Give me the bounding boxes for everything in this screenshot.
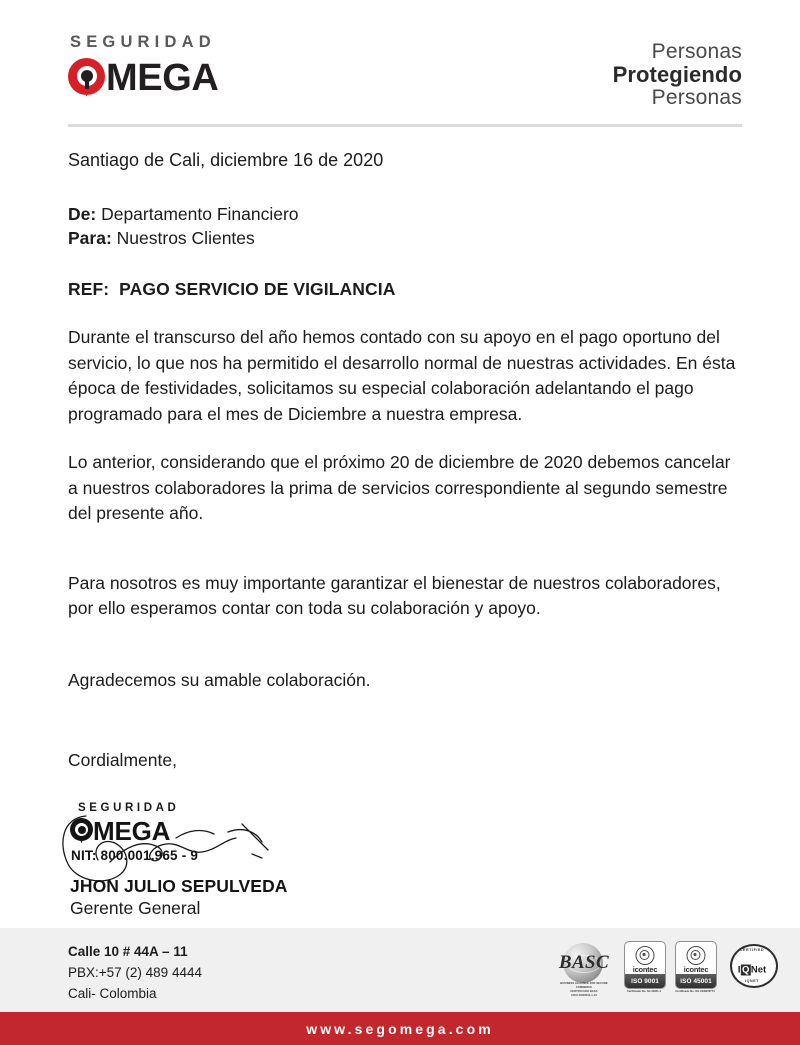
ref-value: PAGO SERVICIO DE VIGILANCIA <box>119 279 396 300</box>
address-line-3: Cali- Colombia <box>68 985 157 1001</box>
icontec-label: icontec <box>683 965 709 974</box>
tagline-line-1: Personas <box>651 40 742 63</box>
page-footer <box>0 928 800 1012</box>
certification-badges <box>553 941 778 999</box>
letter-paragraph-1: Durante el transcurso del año hemos contado con su apoyo en el pago oportuno del servicio, lo que nos ha permitido el desarrollo normal de nuestras actividades. En ésta época de festividades, solicitamos su especial colaboración adelantando el pago programado para el mes de Diciembre a nuestra empresa. <box>68 327 736 424</box>
website-bar <box>0 1012 800 1045</box>
iqnet-arc-bottom: IQNET <box>745 979 759 983</box>
letter-paragraph-4: Agradecemos su amable colaboración. <box>68 670 371 690</box>
letter-paragraph-3: Para nosotros es muy importante garantizar el bienestar de nuestros colaboradores, por ello esperamos contar con toda su colaboración y apoyo. <box>68 572 721 619</box>
iqnet-badge <box>726 941 778 999</box>
icontec-iso-9001-badge <box>624 941 666 999</box>
letter-date: Santiago de Cali, diciembre 16 de 2020 <box>68 150 384 170</box>
website-url[interactable]: www.segomega.com <box>306 1020 494 1037</box>
brand-main-lockup <box>68 58 218 98</box>
letter-paragraph-2: Lo anterior, considerando que el próximo 20 de diciembre de 2020 debemos cancelar a nuestros colaboradores la prima de servicios correspondiente al segundo semestre del presente año. <box>68 452 731 524</box>
basc-microtext: BUSINESS ALLIANCE FOR SECURE COMMERCE CERTIFICADO BASC COCLO000004-1-13 <box>560 982 608 997</box>
stamp-main-lockup <box>70 815 300 846</box>
signature-block <box>68 800 744 919</box>
icontec-microtext: Certificado No. SC-CER1-1 <box>626 990 662 993</box>
location-pin-target-icon <box>68 58 105 98</box>
letter-body <box>68 148 744 919</box>
brand-top-word: SEGURIDAD <box>70 33 216 51</box>
company-tagline <box>613 41 742 109</box>
footer-address <box>68 942 202 1005</box>
icontec-card <box>624 941 666 989</box>
icontec-iso-45001-badge <box>675 941 717 999</box>
letter-closing: Cordialmente, <box>68 749 177 770</box>
stamp-top-word: SEGURIDAD <box>78 802 180 815</box>
to-label: Para: <box>68 228 112 249</box>
company-logo <box>68 34 218 98</box>
company-stamp-icon <box>70 800 300 864</box>
from-label: De: <box>68 203 97 224</box>
address-line-1: Calle 10 # 44A – 11 <box>68 944 188 959</box>
letterhead-header <box>68 34 742 114</box>
icontec-microtext: Certificado No. OS-CER278774 <box>675 990 715 993</box>
icontec-standard-band <box>625 974 665 988</box>
header-divider <box>68 124 742 127</box>
icontec-label: icontec <box>632 965 658 974</box>
icontec-target-icon <box>687 946 706 965</box>
tagline-line-2: Protegiendo <box>612 62 742 88</box>
from-value: Departamento Financiero <box>101 203 299 224</box>
icontec-card <box>675 941 717 989</box>
ref-label: REF: <box>68 279 110 300</box>
basc-label: BASC <box>558 952 610 973</box>
signer-title: Gerente General <box>70 898 201 919</box>
icontec-standard-label: ISO 9001 <box>631 977 659 985</box>
address-line-2: PBX:+57 (2) 489 4444 <box>68 964 202 980</box>
brand-main-word: MEGA <box>106 56 219 99</box>
tagline-line-3: Personas <box>651 85 742 109</box>
icontec-standard-band <box>676 974 716 988</box>
letter-to <box>68 226 744 251</box>
to-value: Nuestros Clientes <box>116 228 255 249</box>
stamp-nit-text: NIT: 800.001.965 - 9 <box>71 847 199 863</box>
icontec-target-icon <box>636 946 655 965</box>
iqnet-arc-top: CERTIFIED <box>739 948 765 952</box>
stamp-main-word: MEGA <box>93 815 171 846</box>
icontec-standard-label: ISO 45001 <box>680 977 712 985</box>
letter-from <box>68 202 744 227</box>
letter-reference <box>68 277 744 302</box>
basc-badge <box>553 941 615 999</box>
iqnet-label: I Q Net <box>737 964 767 976</box>
signer-name: JHON JULIO SEPULVEDA <box>70 876 288 897</box>
stamp-pin-icon <box>70 818 93 843</box>
